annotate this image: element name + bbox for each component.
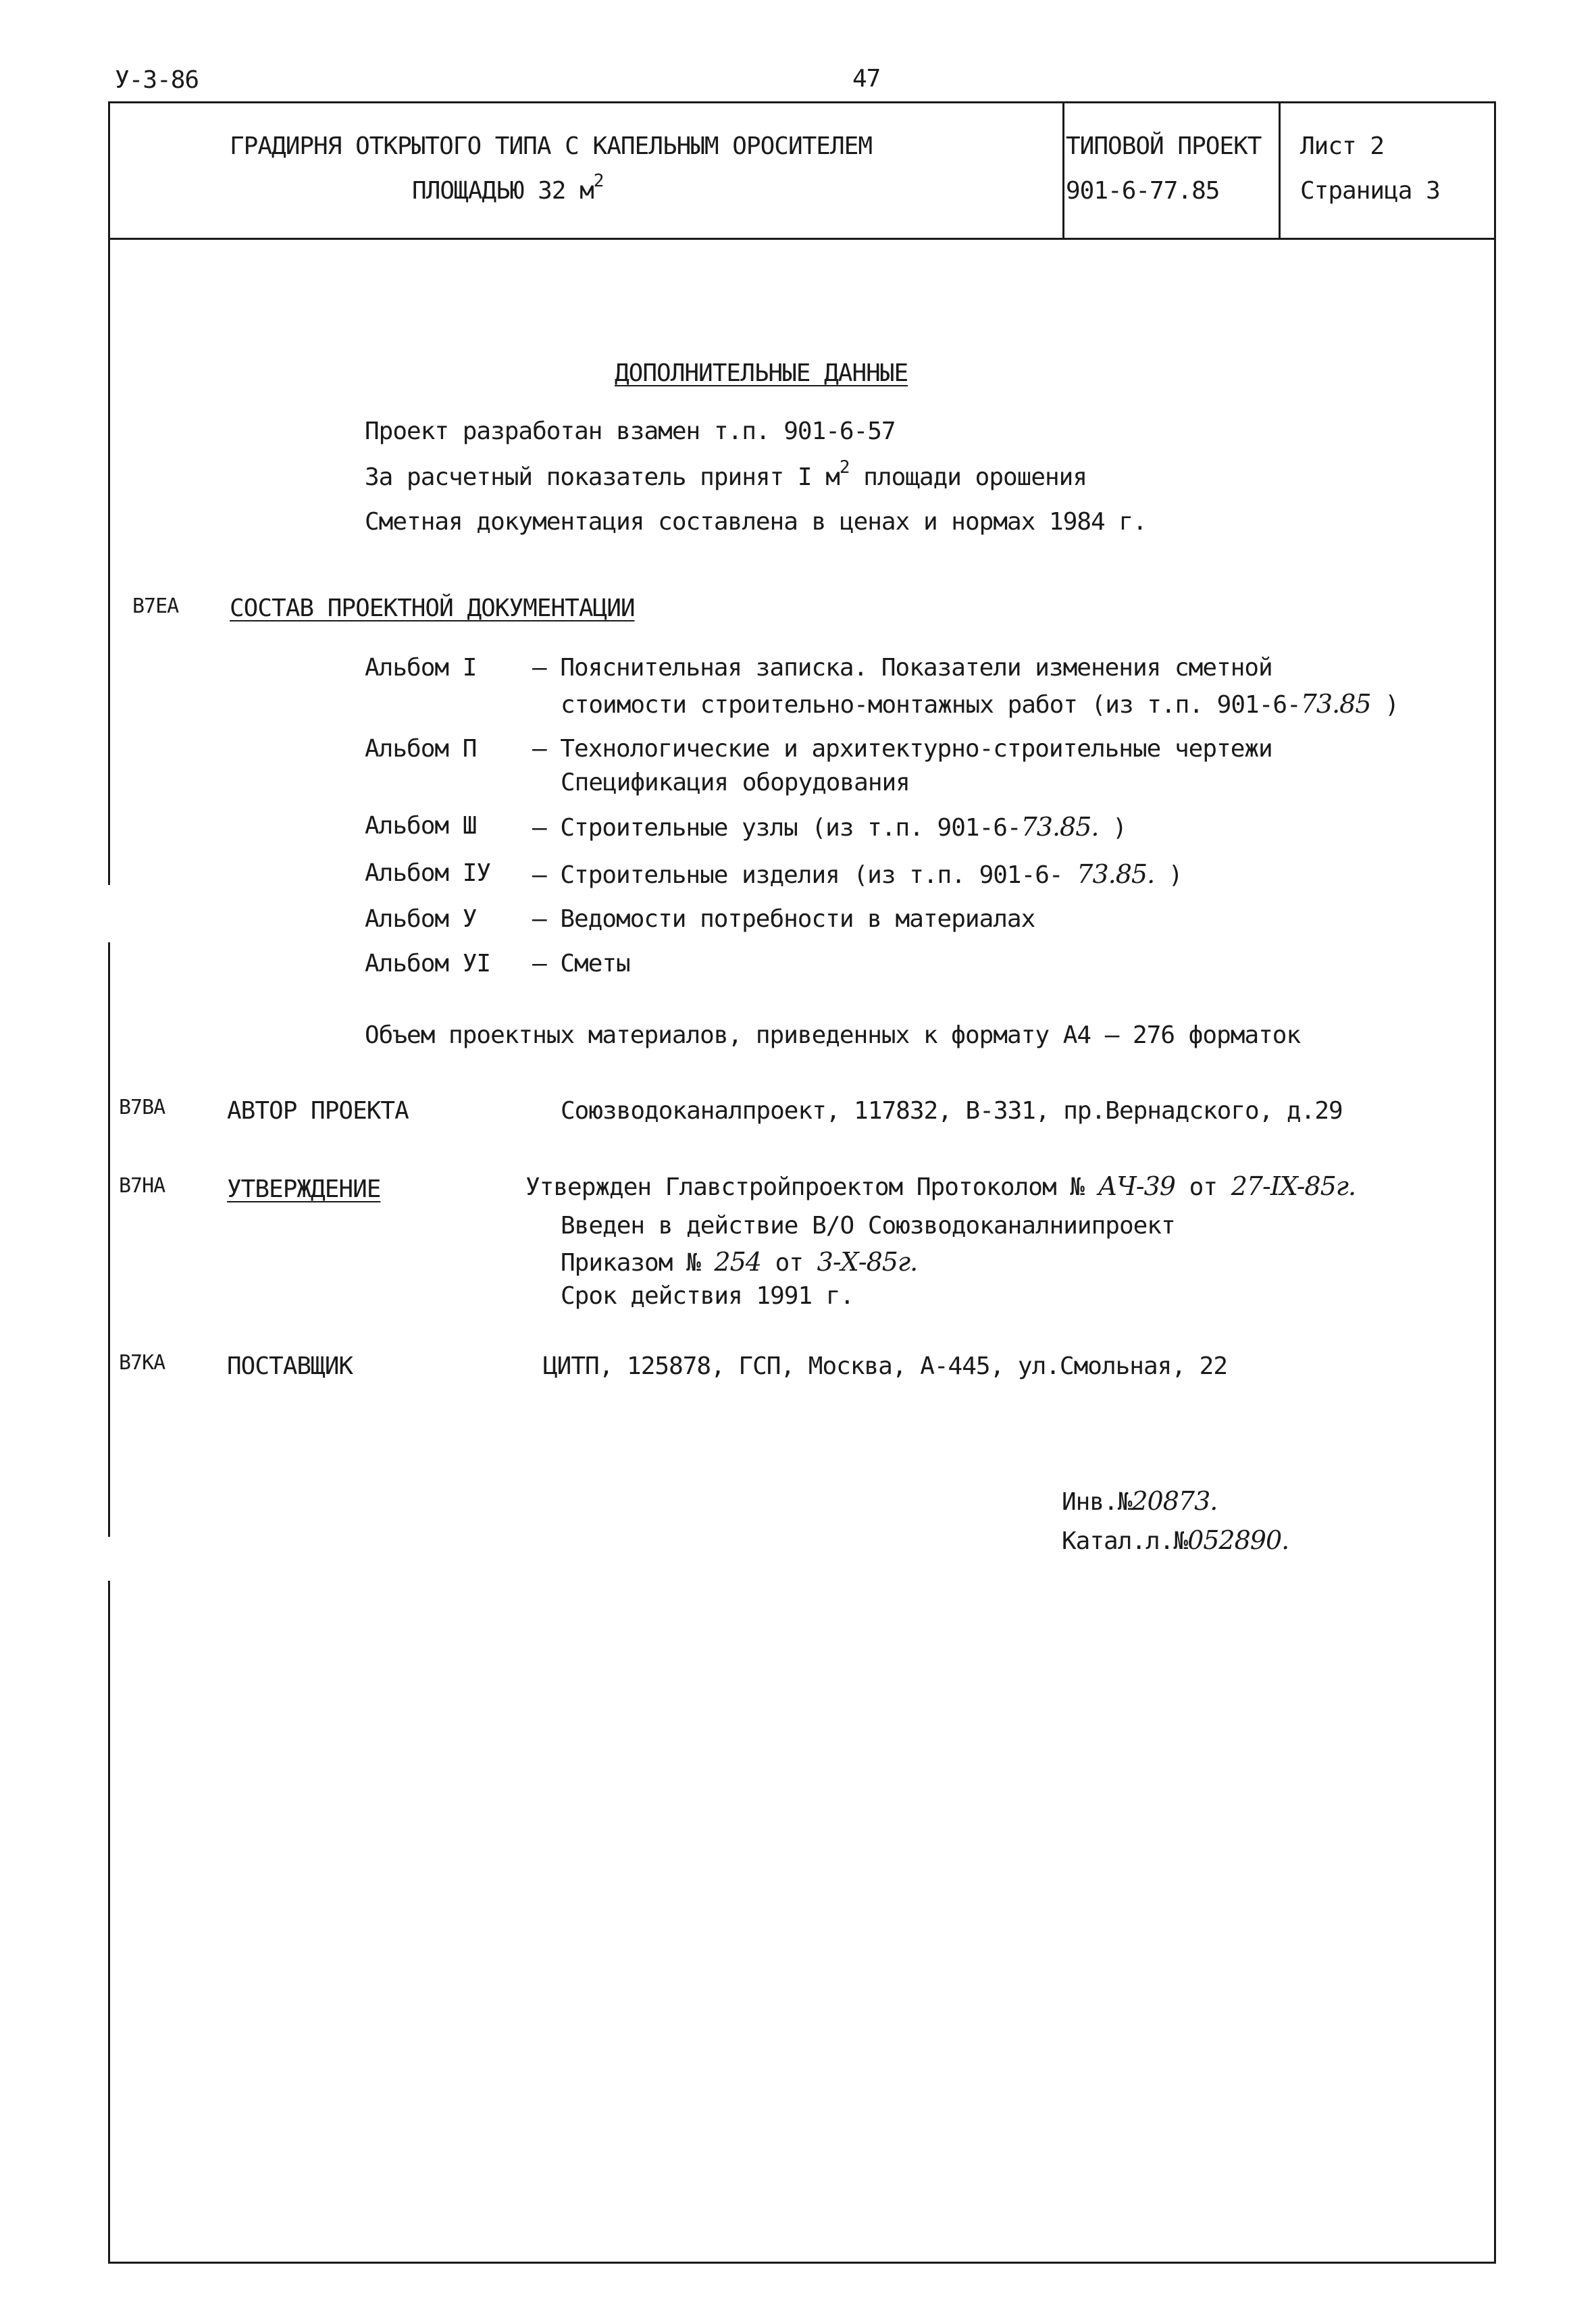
composition-heading: СОСТАВ ПРОЕКТНОЙ ДОКУМЕНТАЦИИ (230, 594, 635, 622)
supplier-heading: ПОСТАВЩИК (227, 1352, 353, 1380)
additional-line-1: Проект разработан взамен т.п. 901-6-57 (365, 417, 896, 445)
approval-code: В7НА (119, 1174, 165, 1198)
additional-line-3: Сметная документация составлена в ценах и нормах 1984 г. (365, 508, 1147, 536)
project-label: ТИПОВОЙ ПРОЕКТ (1066, 132, 1262, 160)
sheet-label: Лист 2 (1300, 132, 1385, 160)
composition-code: В7ЕА (132, 594, 179, 618)
frame-left-line-mid (108, 942, 110, 1537)
album-4-name: Альбом IУ (365, 859, 491, 887)
supplier-text: ЦИТП, 125878, ГСП, Москва, А-445, ул.Смольная, 22 (543, 1352, 1228, 1380)
title-block-divider (108, 238, 1496, 240)
title-block-separator-2 (1279, 101, 1281, 239)
author-heading: АВТОР ПРОЕКТА (227, 1097, 409, 1125)
album-1-line1: – Пояснительная записка. Показатели изменения сметной (532, 654, 1272, 682)
approval-line-2: Введен в действие В/О Союзводоканалниипроект (561, 1212, 1175, 1240)
album-6-name: Альбом УI (365, 950, 491, 977)
album-1-name: Альбом I (365, 654, 477, 682)
page-number: 47 (852, 65, 881, 93)
frame-left-line-lower (108, 1581, 110, 2263)
catalog-sheet-number: Катал.л.№052890. (1062, 1525, 1289, 1555)
album-2-line2: Спецификация оборудования (561, 769, 910, 796)
supplier-code: В7КА (119, 1351, 165, 1375)
album-5-line1: – Ведомости потребности в материалах (532, 905, 1035, 933)
document-title-line2: ПЛОЩАДЬЮ 32 $м^2$ (412, 171, 604, 205)
frame-left-line-upper (108, 101, 110, 885)
album-4-line1: – Строительные изделия (из т.п. 901-6- 73.85. ) (532, 859, 1183, 889)
approval-line-4: Срок действия 1991 г. (561, 1282, 854, 1310)
approval-line-3: Приказом № 254 от 3-Х-85г. (561, 1247, 918, 1277)
page-label: Страница 3 (1300, 177, 1440, 205)
approval-line-1: Утвержден Главстройпроектом Протоколом № АЧ-39 от 27-IX-85г. (525, 1171, 1356, 1201)
additional-line-2: За расчетный показатель принят I $м^2$ площади орошения (365, 457, 1087, 491)
project-number: 901-6-77.85 (1066, 177, 1220, 205)
document-code: У-3-86 (115, 66, 199, 94)
album-6-line1: – Сметы (532, 950, 630, 977)
album-5-name: Альбом У (365, 905, 477, 933)
inventory-number: Инв.№20873. (1062, 1486, 1218, 1516)
album-2-name: Альбом П (365, 735, 477, 763)
document-title-line1: ГРАДИРНЯ ОТКРЫТОГО ТИПА С КАПЕЛЬНЫМ ОРОСИТЕЛЕМ (230, 132, 872, 160)
album-3-name: Альбом Ш (365, 812, 477, 840)
frame-top-line (108, 101, 1496, 103)
additional-data-heading: ДОПОЛНИТЕЛЬНЫЕ ДАННЫЕ (615, 359, 908, 387)
frame-bottom-line (108, 2262, 1496, 2264)
volume-line: Объем проектных материалов, приведенных к формату А4 – 276 форматок (365, 1021, 1301, 1049)
frame-right-line (1494, 101, 1496, 2263)
author-text: Союзводоканалпроект, 117832, В-331, пр.Вернадского, д.29 (561, 1097, 1343, 1125)
title-block-separator-1 (1062, 101, 1064, 239)
author-code: В7ВА (119, 1096, 165, 1119)
album-2-line1: – Технологические и архитектурно-строительные чертежи (532, 735, 1272, 763)
approval-heading: УТВЕРЖДЕНИЕ (227, 1175, 381, 1203)
album-3-line1: – Строительные узлы (из т.п. 901-6-73.85. ) (532, 812, 1127, 842)
album-1-line2: стоимости строительно-монтажных работ (из т.п. 901-6-73.85 ) (561, 689, 1399, 719)
